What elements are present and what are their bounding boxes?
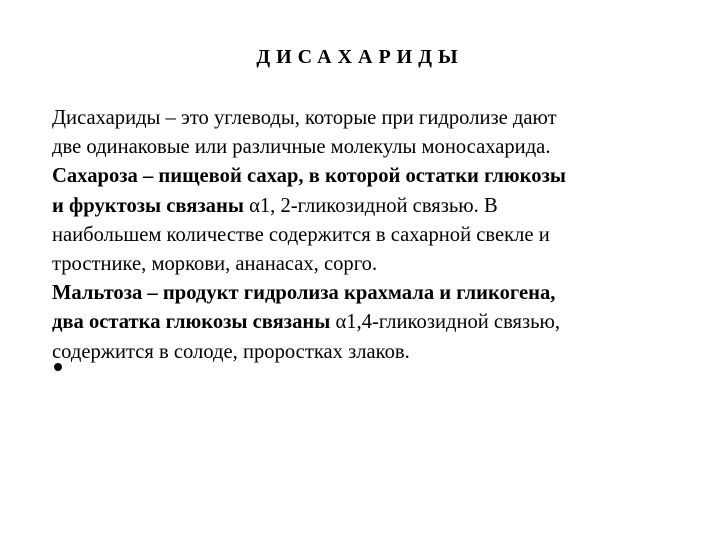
sucrose-bond-text: α1, 2-гликозидной связью. В: [249, 194, 498, 217]
slide-body: [52, 104, 672, 367]
body-line-2: две одинаковые или различные молекулы моносахарида.: [52, 136, 551, 159]
bullet-dot-icon: [54, 363, 62, 371]
sucrose-bond-bold: и фруктозы связаны: [52, 194, 250, 217]
maltose-definition-line: Мальтоза – продукт гидролиза крахмала и гликогена,: [52, 282, 556, 305]
maltose-bond-text: α1,4-гликозидной связью,: [335, 311, 561, 334]
body-line-5: наибольшем количестве содержится в сахарной свекле и: [52, 223, 550, 246]
sucrose-definition-line: Сахароза – пищевой сахар, в которой остатки глюкозы: [52, 165, 566, 188]
slide-title: ДИСАХАРИДЫ: [256, 46, 464, 68]
body-line-9: содержится в солоде, проростках злаков.: [52, 340, 410, 363]
sucrose-bond-line: [52, 192, 672, 221]
body-line-1: Дисахариды – это углеводы, которые при гидролизе дают: [52, 107, 557, 129]
maltose-bond-line: [52, 308, 672, 337]
body-line-6: тростнике, моркови, ананасах, сорго.: [52, 252, 378, 275]
maltose-bond-bold: два остатка глюкозы связаны: [52, 311, 336, 334]
